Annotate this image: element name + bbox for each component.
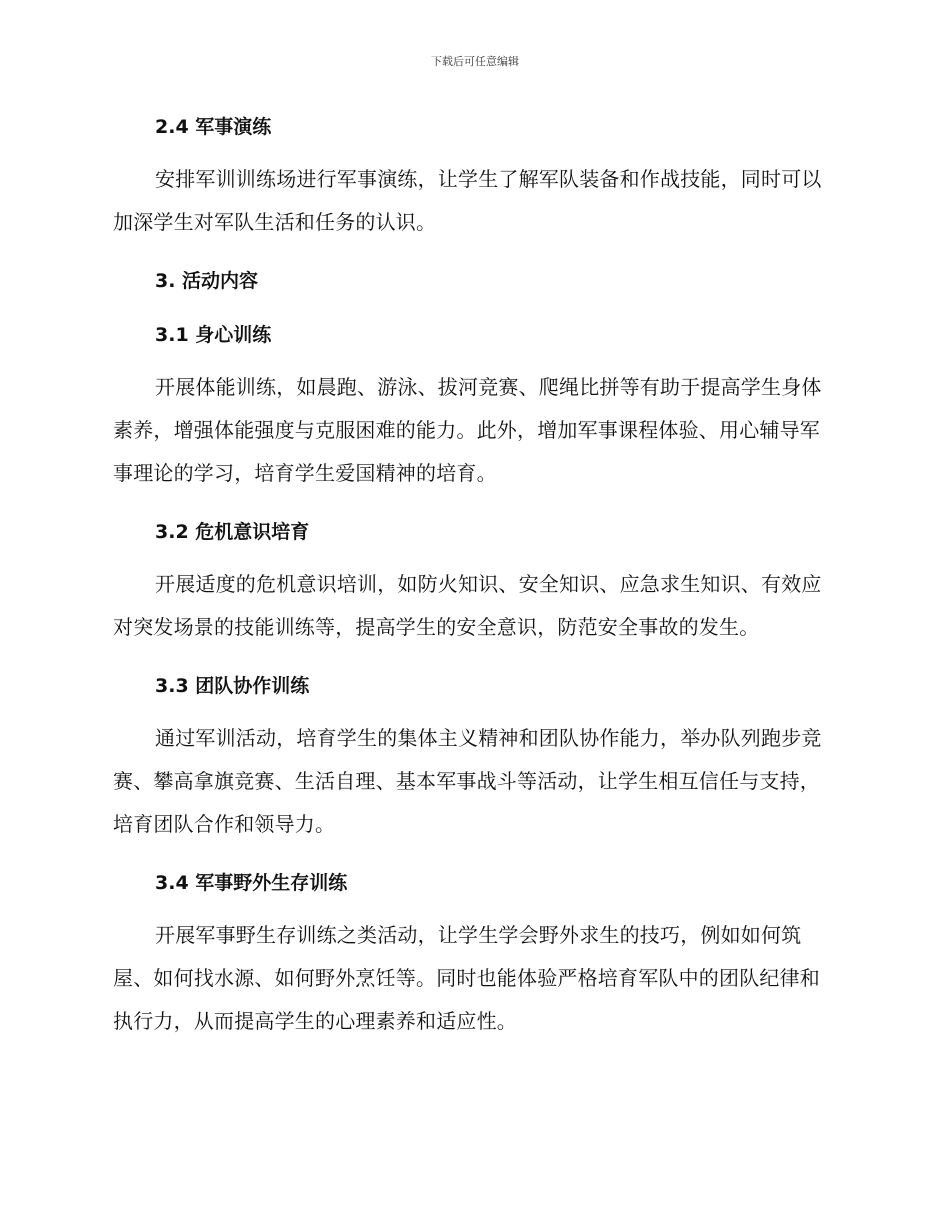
section-heading-3-1: 3.1 身心训练 xyxy=(155,324,272,346)
section-paragraph-3-3: 通过军训活动，培育学生的集体主义精神和团队协作能力，举办队列跑步竞赛、攀高拿旗竞赛、生活自理、基本军事战斗等活动，让学生相互信任与支持，培育团队合作和领导力。 xyxy=(113,726,822,836)
section-heading-3-3: 3.3 团队协作训练 xyxy=(155,675,310,697)
section-heading-2-4: 2.4 军事演练 xyxy=(155,116,272,138)
section-paragraph-3-1: 开展体能训练，如晨跑、游泳、拔河竞赛、爬绳比拼等有助于提高学生身体素养，增强体能强度与克服困难的能力。此外，增加军事课程体验、用心辅导军事理论的学习，培育学生爱国精神的培育。 xyxy=(113,375,822,485)
section-heading-3-4: 3.4 军事野外生存训练 xyxy=(155,872,348,894)
section-paragraph-2-4: 安排军训训练场进行军事演练，让学生了解军队装备和作战技能，同时可以加深学生对军队生活和任务的认识。 xyxy=(113,167,822,234)
section-heading-3-2: 3.2 危机意识培育 xyxy=(155,521,310,543)
section-heading-3: 3. 活动内容 xyxy=(155,270,259,292)
page-header: 下载后可任意编辑 xyxy=(431,55,519,68)
document-body xyxy=(113,110,833,1043)
section-paragraph-3-2: 开展适度的危机意识培训，如防火知识、安全知识、应急求生知识、有效应对突发场景的技能训练等，提高学生的安全意识，防范安全事故的发生。 xyxy=(113,572,822,639)
section-paragraph-3-4: 开展军事野生存训练之类活动，让学生学会野外求生的技巧，例如如何筑屋、如何找水源、如何野外烹饪等。同时也能体验严格培育军队中的团队纪律和执行力，从而提高学生的心理素养和适应性。 xyxy=(113,923,820,1033)
